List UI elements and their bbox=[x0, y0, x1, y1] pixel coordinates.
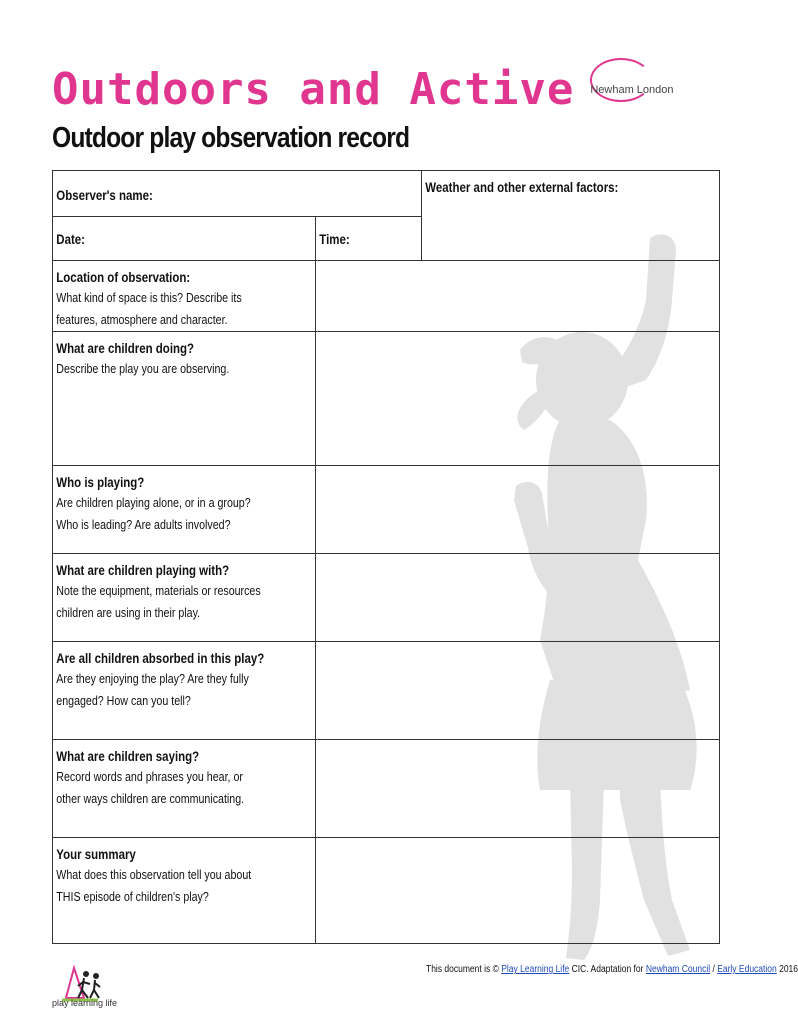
row-label: Are all children absorbed in this play? bbox=[56, 650, 265, 666]
row-description: engaged? How can you tell? bbox=[56, 693, 191, 708]
early-education-link[interactable]: Early Education bbox=[717, 964, 777, 975]
who-label-cell bbox=[53, 466, 316, 554]
with-answer-cell[interactable] bbox=[315, 554, 719, 642]
date-label: Date: bbox=[56, 231, 85, 247]
row-description: What kind of space is this? Describe its bbox=[56, 290, 242, 305]
date-cell[interactable] bbox=[53, 217, 316, 261]
row-description: What does this observation tell you about bbox=[56, 867, 252, 882]
row-description: Are they enjoying the play? Are they fully bbox=[56, 671, 249, 686]
row-label: Location of observation: bbox=[56, 269, 191, 285]
row-description: Who is leading? Are adults involved? bbox=[56, 517, 231, 532]
time-cell[interactable] bbox=[315, 217, 422, 261]
weather-cell[interactable] bbox=[422, 171, 720, 261]
observer-name-label: Observer's name: bbox=[56, 187, 153, 203]
saying-label-cell bbox=[53, 740, 316, 838]
newham-london-logo bbox=[588, 56, 674, 104]
location-answer-cell[interactable] bbox=[315, 261, 719, 332]
row-description: Describe the play you are observing. bbox=[56, 361, 230, 376]
with-label-cell bbox=[53, 554, 316, 642]
row-description: other ways children are communicating. bbox=[56, 791, 245, 806]
row-label: What are children doing? bbox=[56, 340, 195, 356]
row-description: Note the equipment, materials or resources bbox=[56, 583, 261, 598]
footer-copyright bbox=[426, 964, 798, 975]
location-label-cell bbox=[53, 261, 316, 332]
doing-answer-cell[interactable] bbox=[315, 332, 719, 466]
who-answer-cell[interactable] bbox=[315, 466, 719, 554]
row-label: What are children playing with? bbox=[56, 562, 230, 578]
row-description: THIS episode of children's play? bbox=[56, 889, 209, 904]
row-description: Record words and phrases you hear, or bbox=[56, 769, 243, 784]
observation-form bbox=[52, 170, 720, 944]
absorbed-label-cell bbox=[53, 642, 316, 740]
newham-council-link[interactable]: Newham Council bbox=[645, 964, 711, 975]
row-description: features, atmosphere and character. bbox=[56, 312, 228, 327]
absorbed-answer-cell[interactable] bbox=[315, 642, 719, 740]
observer-name-cell[interactable] bbox=[53, 171, 422, 217]
row-label: What are children saying? bbox=[56, 748, 200, 764]
footer-prefix: This document is © bbox=[426, 964, 502, 975]
summary-answer-cell[interactable] bbox=[315, 838, 719, 944]
logo-text: Newham London bbox=[590, 84, 674, 96]
row-label: Who is playing? bbox=[56, 474, 145, 490]
row-description: children are using in their play. bbox=[56, 605, 201, 620]
footer-middle: CIC. Adaptation for bbox=[569, 964, 646, 975]
row-description: Are children playing alone, or in a group? bbox=[56, 495, 251, 510]
doing-label-cell bbox=[53, 332, 316, 466]
row-label: Your summary bbox=[56, 846, 136, 862]
play-learning-life-logo-text: play learning life bbox=[52, 998, 118, 1008]
footer-separator: / bbox=[710, 964, 718, 975]
time-label: Time: bbox=[318, 231, 350, 247]
weather-label: Weather and other external factors: bbox=[425, 179, 619, 195]
saying-answer-cell[interactable] bbox=[315, 740, 719, 838]
footer-suffix: 2016 bbox=[776, 964, 798, 975]
banner bbox=[52, 46, 674, 115]
play-learning-life-link[interactable]: Play Learning Life bbox=[501, 964, 570, 975]
banner-title: Outdoors and Active bbox=[52, 64, 575, 115]
summary-label-cell bbox=[53, 838, 316, 944]
page-title: Outdoor play observation record bbox=[52, 122, 410, 154]
